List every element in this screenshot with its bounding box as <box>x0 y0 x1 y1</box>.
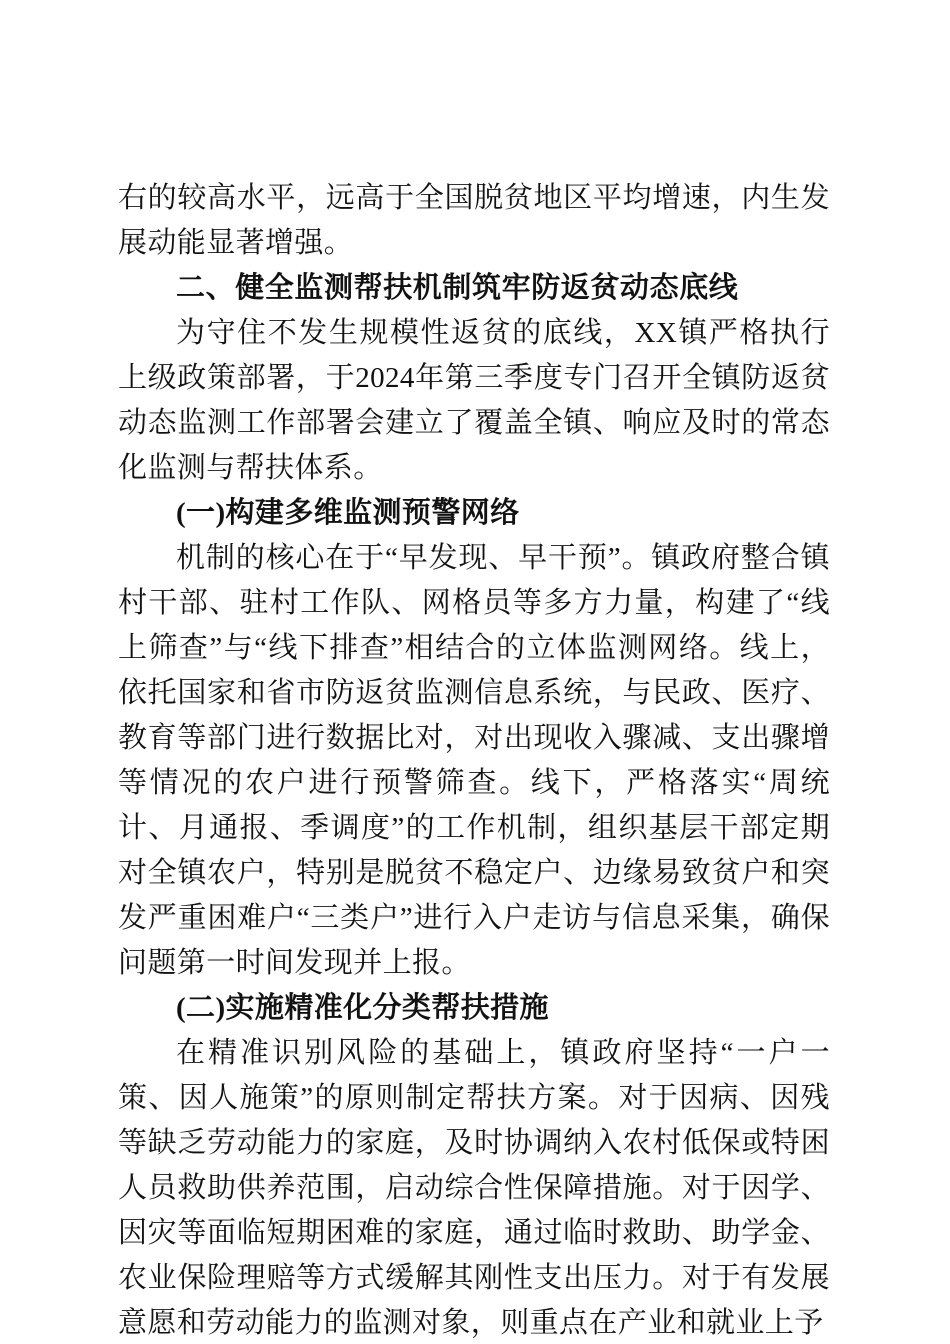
section-heading-two: 二、健全监测帮扶机制筑牢防返贫动态底线 <box>176 272 739 304</box>
subheading-two: (二)实施精准化分类帮扶措施 <box>176 992 549 1024</box>
document-text-column <box>118 176 830 1344</box>
subsection-two-body-paragraph: 在精准识别风险的基础上，镇政府坚持“一户一策、因人施策”的原则制定帮扶方案。对于因病、因残等缺乏劳动能力的家庭，及时协调纳入农村低保或特困人员救助供养范围，启动综合性保障措施。对于因学、因灾等面临短期困难的家庭，通过临时救助、助学金、农业保险理赔等方式缓解其刚性支出压力。对于有发展意愿和劳动能力的监测对象，则重点在产业和就业上予 <box>118 1037 830 1339</box>
paragraph-continued-from-previous-page: 右的较高水平，远高于全国脱贫地区平均增速，内生发展动能显著增强。 <box>118 182 830 259</box>
section-two-intro-paragraph: 为守住不发生规模性返贫的底线，XX镇严格执行上级政策部署，于2024年第三季度专门召开全镇防返贫动态监测工作部署会建立了覆盖全镇、响应及时的常态化监测与帮扶体系。 <box>118 317 830 484</box>
subsection-one-body-paragraph: 机制的核心在于“早发现、早干预”。镇政府整合镇村干部、驻村工作队、网格员等多方力量，构建了“线上筛查”与“线下排查”相结合的立体监测网络。线上，依托国家和省市防返贫监测信息系统，与民政、医疗、教育等部门进行数据比对，对出现收入骤减、支出骤增等情况的农户进行预警筛查。线下，严格落实“周统计、月通报、季调度”的工作机制，组织基层干部定期对全镇农户，特别是脱贫不稳定户、边缘易致贫户和突发严重困难户“三类户”进行入户走访与信息采集，确保问题第一时间发现并上报。 <box>118 542 830 979</box>
subheading-one: (一)构建多维监测预警网络 <box>176 497 520 529</box>
